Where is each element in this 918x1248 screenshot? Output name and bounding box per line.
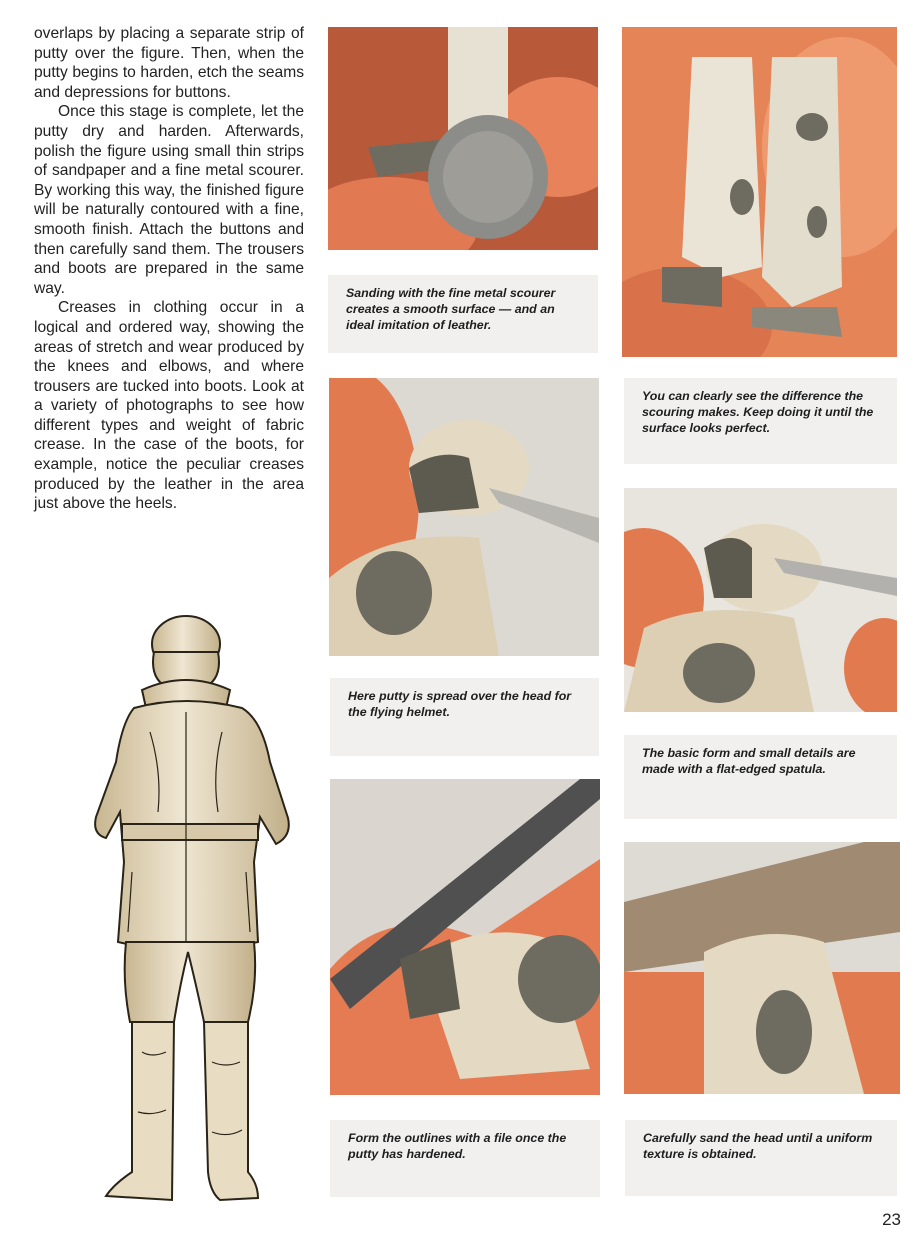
caption-scouring-difference: You can clearly see the difference the scouring makes. Keep doing it until the surface looks perfect. xyxy=(624,378,897,464)
photo-file-outline xyxy=(330,779,600,1095)
aviator-figure-illustration xyxy=(62,612,320,1212)
paragraph-2: Once this stage is complete, let the putty dry and harden. Afterwards, polish the figure using small thin strips of sandpaper and a fine metal scourer. By working this way, the finished figure will be naturally contoured with a fine, smooth finish. Attach the buttons and then carefully sand them. The trousers and boots are prepared in the same way. xyxy=(34,103,304,297)
photo-spatula-head xyxy=(624,488,897,712)
paragraph-3: Creases in clothing occur in a logical and ordered way, showing the areas of stretch and wear produced by the knees and elbows, and where trousers are tucked into boots. Look at a variety of photographs to see how different types and weight of fabric crease. In the case of the boots, for example, notice the peculiar creases produced by the leather in the area just above the heels. xyxy=(34,299,304,513)
caption-file: Form the outlines with a file once the putty has hardened. xyxy=(330,1120,600,1197)
photo-sanding-head xyxy=(624,842,900,1094)
caption-scourer: Sanding with the fine metal scourer creates a smooth surface — and an ideal imitation of leather. xyxy=(328,275,598,353)
photo-scouring-figure xyxy=(328,27,598,250)
paragraph-1: overlaps by placing a separate strip of putty over the figure. Then, when the putty begins to harden, etch the seams and depressions for buttons. xyxy=(34,25,304,101)
caption-spatula: The basic form and small details are made with a flat-edged spatula. xyxy=(624,735,897,819)
photo-putty-head xyxy=(329,378,599,656)
photo-figure-legs xyxy=(622,27,897,357)
caption-sand-head: Carefully sand the head until a uniform texture is obtained. xyxy=(625,1120,897,1196)
caption-putty-head: Here putty is spread over the head for the flying helmet. xyxy=(330,678,599,756)
page-number: 23 xyxy=(882,1210,901,1229)
body-text-column xyxy=(34,24,304,514)
